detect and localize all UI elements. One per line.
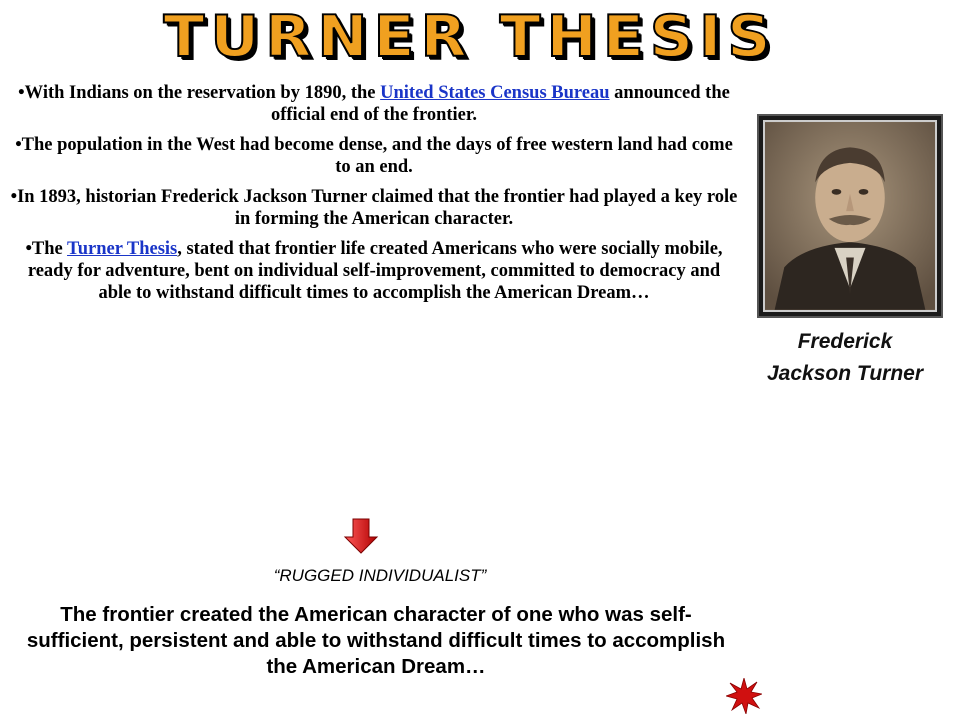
bullet-text: •With Indians on the reservation by 1890, the (18, 83, 381, 103)
bullet-item (10, 82, 738, 126)
starburst-icon[interactable] (726, 678, 762, 714)
portrait-frame (757, 114, 943, 318)
bullet-text: announced the official end of the frontier. (270, 83, 730, 125)
bullet-text: , stated that frontier life created Americans who were socially mobile, ready for adventure, bent on individual self-improvement, committed to democracy and able to withstand difficult times to accomplish the American Dream… (27, 239, 723, 303)
bullet-item (10, 238, 738, 304)
turner-thesis-link[interactable]: Turner Thesis (67, 239, 178, 259)
bullet-list (10, 82, 738, 312)
rugged-individualist-label: “RUGGED INDIVIDUALIST” (273, 566, 487, 585)
bullet-item (10, 186, 738, 230)
bullet-item (10, 134, 738, 178)
caption-line: Jackson Turner (766, 362, 923, 385)
portrait-caption (750, 326, 940, 390)
census-bureau-link[interactable]: United States Census Bureau (380, 83, 610, 103)
down-arrow-icon (343, 518, 379, 554)
caption-line: Frederick (797, 330, 893, 353)
slide-title: TURNER THESIS (163, 3, 777, 71)
bullet-text: •The (25, 239, 68, 259)
bullet-text: •In 1893, historian Frederick Jackson Turner claimed that the frontier had played a key role in forming the American character. (10, 187, 738, 229)
bullet-text: •The population in the West had become dense, and the days of free western land had come to an end. (15, 135, 733, 177)
portrait-photo (763, 120, 937, 312)
summary-text: The frontier created the American character of one who was self-sufficient, persistent and able to withstand difficult times to accomplish the American Dream… (26, 603, 726, 678)
portrait-photo-icon (765, 122, 935, 310)
